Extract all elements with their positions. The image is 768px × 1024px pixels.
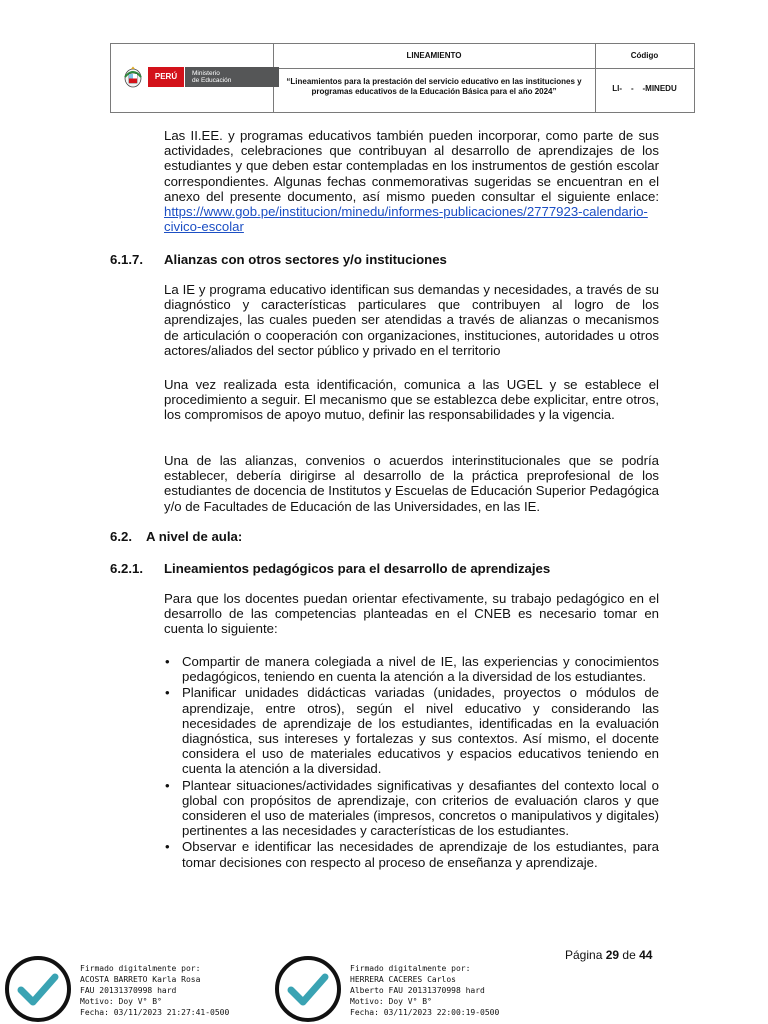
header-divider — [273, 68, 694, 69]
intro-paragraph — [164, 128, 659, 234]
section-paragraph — [164, 453, 659, 514]
doc-code: LI- - -MINEDU — [612, 84, 677, 93]
paragraph: La IE y programa educativo identifican sus demandas y necesidades, a través de su diagnóstico y características particulares que contribuyen al logro de los aprendizajes, las cuales pueden ser atendidas a través de alianzas o mecanismos de articulación o cooperación con organizaciones, instituciones, autoridades u otros actores/aliados del sector público y privado en el territorio — [164, 282, 659, 358]
signature-line: Alberto FAU 20131370998 hard — [350, 986, 485, 995]
check-icon — [274, 955, 342, 1023]
section-title: A nivel de aula: — [146, 529, 243, 544]
peru-coat-of-arms-icon — [121, 65, 145, 89]
digital-signature — [274, 955, 534, 1021]
paragraph: Para que los docentes puedan orientar efectivamente, su trabajo pedagógico en el desarrollo de las competencias planteadas en el CNEB es necesario tomar en cuenta lo siguiente: — [164, 591, 659, 637]
ministry-line-2: de Educación — [192, 77, 232, 84]
signature-line: Firmado digitalmente por: — [80, 964, 201, 973]
paragraph: Una de las alianzas, convenios o acuerdos interinstitucionales que se podría establecer, debería dirigirse al desarrollo de la práctica preprofesional de los estudiantes de docencia de Institutos y Escuelas de Educación Superior Pedagógica y/o de Facultades de Educación de las Universidades, en las IE. — [164, 453, 659, 514]
page-current: 29 — [605, 948, 620, 962]
bullet-list — [164, 654, 659, 871]
list-item: • Plantear situaciones/actividades significativas y desafiantes del contexto local o global con propósitos de aprendizaje, con criterios de evaluación claros y que consideren el uso de materiales (impresos, concretos o manipulativos y digitales) pertinentes a las necesidades y características de los estudiantes. — [164, 778, 659, 839]
section-paragraph — [164, 377, 659, 423]
section-number: 6.2. — [110, 529, 132, 544]
section-number: 6.2.1. — [110, 561, 143, 576]
section-title: Lineamientos pedagógicos para el desarrollo de aprendizajes — [164, 561, 551, 576]
code-label: Código — [630, 51, 659, 60]
signature-line: Firmado digitalmente por: — [350, 964, 471, 973]
digital-signature — [4, 955, 264, 1021]
signature-line: FAU 20131370998 hard — [80, 986, 177, 995]
section-paragraph — [164, 591, 659, 637]
calendar-link[interactable]: https://www.gob.pe/institucion/minedu/informes-publicaciones/2777923-calendario-civico-escolar — [164, 204, 648, 235]
doc-title: “Lineamientos para la prestación del servicio educativo en las instituciones y programas educativos de la Educación Básica para el año 2024” — [286, 77, 582, 96]
document-header-table — [110, 43, 695, 113]
paragraph: Una vez realizada esta identificación, comunica a las UGEL y se establece el procedimiento a seguir. El mecanismo que se establezca debe explicitar, entre otros, los compromisos de apoyo mutuo, definir las responsabilidades y la vigencia. — [164, 377, 659, 423]
minedu-logo — [121, 65, 269, 89]
section-number: 6.1.7. — [110, 252, 143, 267]
section-paragraph — [164, 282, 659, 358]
page-separator: de — [622, 948, 636, 962]
peru-label: PERÚ — [148, 67, 184, 87]
signature-line: Fecha: 03/11/2023 21:27:41-0500 — [80, 1008, 230, 1017]
signature-details — [80, 963, 229, 1018]
check-icon — [4, 955, 72, 1023]
signature-line: Motivo: Doy V° B° — [80, 997, 162, 1006]
signature-line: Motivo: Doy V° B° — [350, 997, 432, 1006]
doc-type: LINEAMIENTO — [406, 51, 462, 60]
list-item: • Observar e identificar las necesidades de aprendizaje de los estudiantes, para tomar decisiones con respecto al proceso de enseñanza y aprendizaje. — [164, 839, 659, 869]
page-prefix: Página — [565, 948, 603, 962]
signature-line: HERRERA CACERES Carlos — [350, 975, 456, 984]
ministry-line-1: Ministerio — [192, 70, 220, 77]
signature-details — [350, 963, 499, 1018]
signature-line: Fecha: 03/11/2023 22:00:19-0500 — [350, 1008, 500, 1017]
list-item: • Planificar unidades didácticas variadas (unidades, proyectos o módulos de aprendizaje, entre otros), según el nivel educativo y considerando las necesidades de aprendizaje de los estudiantes, identificadas en la evaluación diagnóstica, sus intereses y fortalezas y sus contextos. Así mismo, el docente considera el uso de materiales educativos y espacios educativos teniendo en cuenta la atención a la diversidad. — [164, 685, 659, 776]
intro-text: Las II.EE. y programas educativos también pueden incorporar, como parte de sus actividades, celebraciones que contribuyan al desarrollo de aprendizajes de los estudiantes y que deben estar contempladas en los instrumentos de gestión escolar correspondientes. Algunas fechas conmemorativas sugeridas se encuentran en el anexo del presente documento, así mismo pueden consultar el siguiente enlace: — [164, 128, 659, 204]
signature-line: ACOSTA BARRETO Karla Rosa — [80, 975, 201, 984]
page-total: 44 — [639, 948, 653, 962]
page-number — [565, 948, 652, 962]
list-item: • Compartir de manera colegiada a nivel de IE, las experiencias y conocimientos pedagógicos, teniendo en cuenta la atención a la diversidad de los estudiantes. — [164, 654, 659, 684]
ministry-label — [185, 67, 279, 87]
section-title: Alianzas con otros sectores y/o instituciones — [164, 252, 447, 267]
